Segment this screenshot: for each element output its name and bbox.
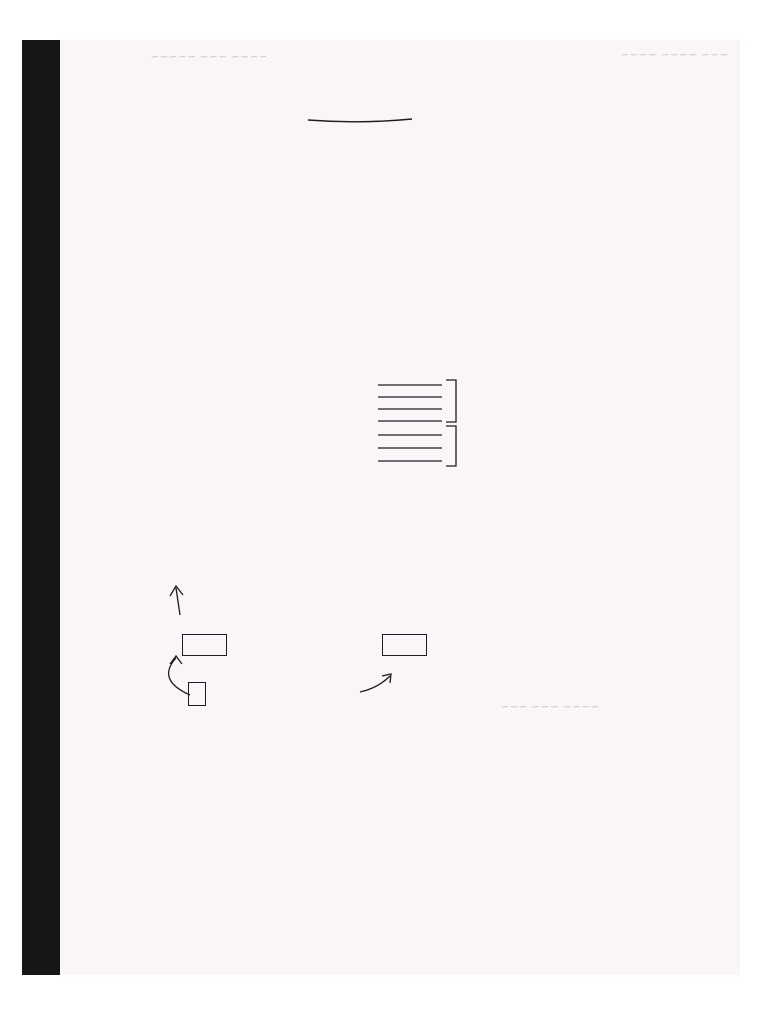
bleed-through-mark: ~~~~ ~~~ ~~~~~ [150,50,268,63]
lsb-arrow [170,586,183,615]
little-endian-arrow [169,658,190,695]
big-endian-arrow [360,676,390,692]
spiral-binding [20,40,80,975]
bleed-through-mark: ~~~ ~~~~ ~~~~ [620,48,729,61]
bleed-through-mark: ~~~~ ~~~ ~~~ [500,700,600,713]
notebook-page [60,40,740,975]
word-bracket [446,426,456,466]
diagram-strokes [60,40,740,975]
word-bracket [446,380,456,422]
title-underline [308,119,412,122]
byte-pointer-lines [378,385,442,461]
